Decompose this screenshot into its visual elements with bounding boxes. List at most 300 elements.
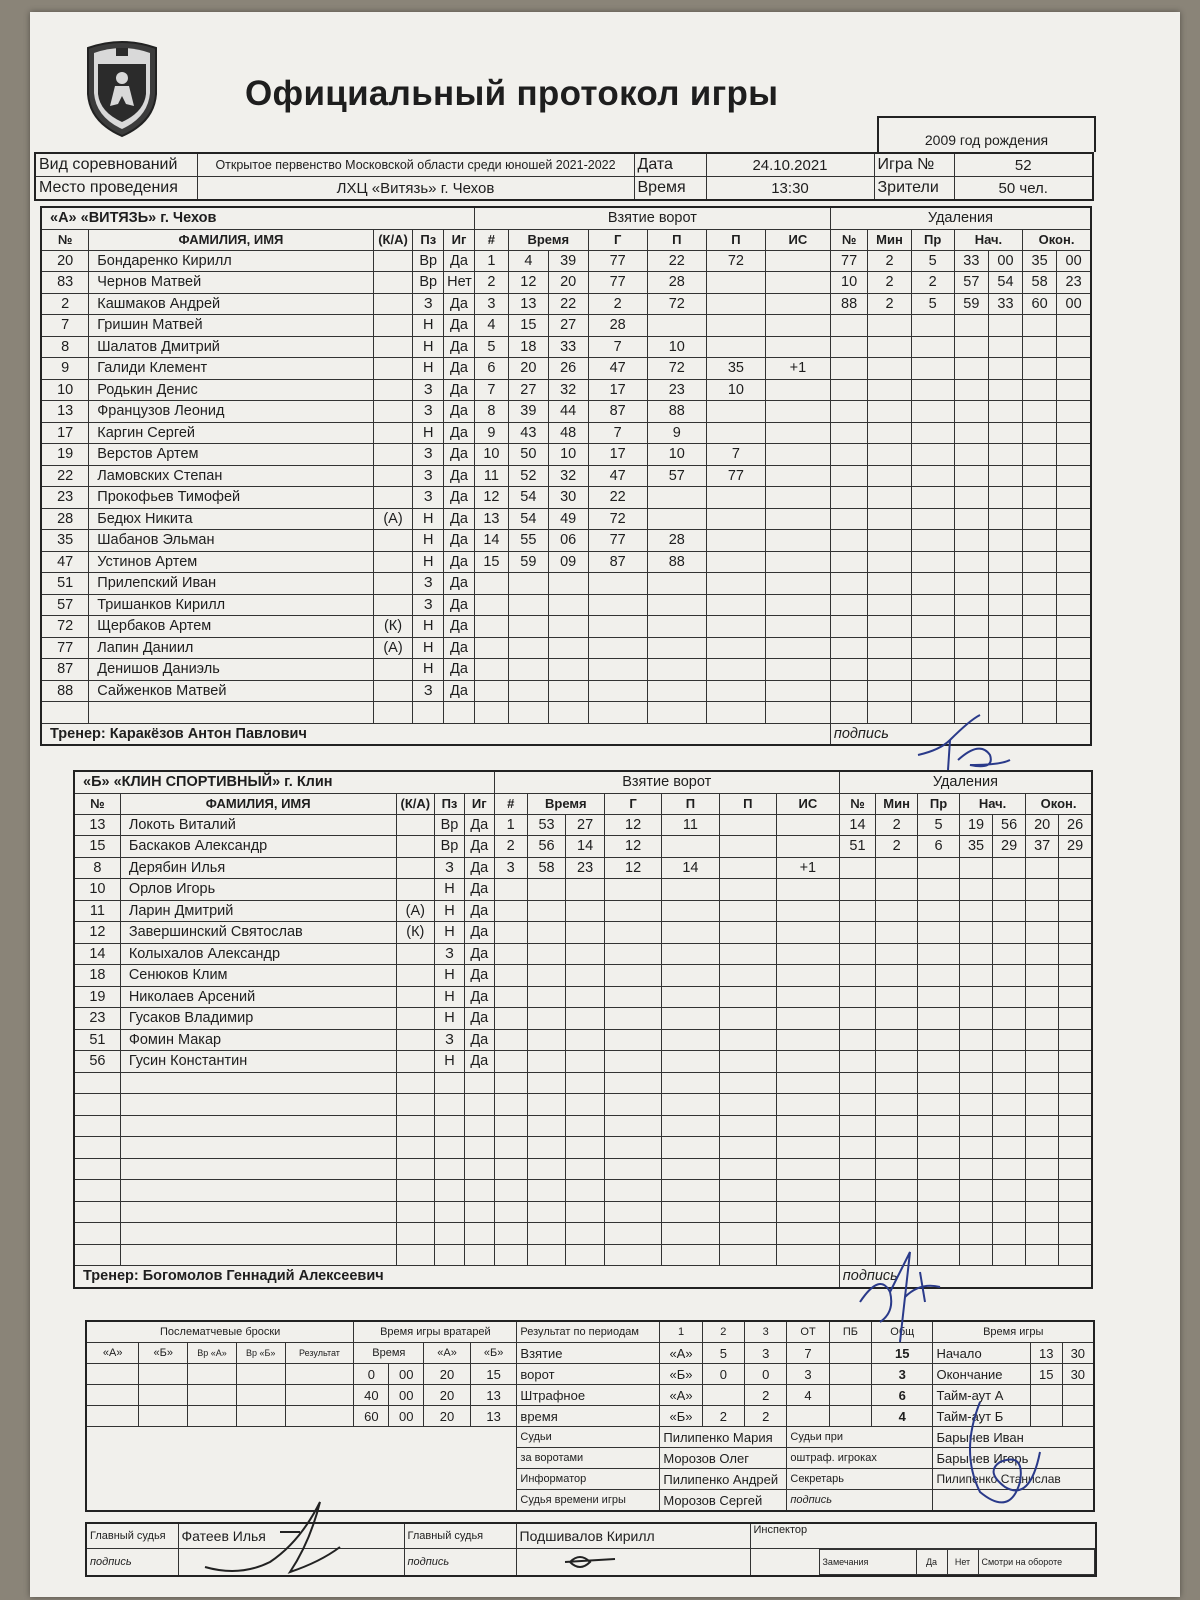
player-role	[396, 986, 435, 1008]
table-row	[74, 1244, 1092, 1266]
shootout-col-b: «Б»	[139, 1343, 188, 1364]
goalie-r1-min: 0	[354, 1364, 389, 1385]
table-row	[74, 1051, 1092, 1073]
goal-strength	[765, 487, 830, 509]
timeout-a-label: Тайм-аут А	[933, 1385, 1030, 1406]
protocol-sheet	[30, 12, 1180, 1597]
player-name: Сенюков Клим	[120, 965, 396, 987]
goalie-r1-a: 20	[424, 1364, 471, 1385]
player-role	[373, 422, 413, 444]
player-number: 83	[41, 272, 89, 294]
table-row	[74, 965, 1092, 987]
start-minute: 30	[1062, 1343, 1094, 1364]
team_a-pen-col-pr: Пр	[911, 229, 954, 250]
timeout-b-label: Тайм-аут Б	[933, 1406, 1030, 1427]
team_b-col-no: №	[74, 793, 120, 814]
player-played: Да	[444, 401, 475, 423]
table-row	[74, 879, 1092, 901]
secretary-label: Секретарь	[787, 1469, 933, 1490]
table-row	[41, 422, 1091, 444]
team_a-col-ig: Иг	[444, 229, 475, 250]
officials-table	[85, 1522, 1097, 1577]
penalty-end-min: 37	[1026, 836, 1059, 858]
player-position: Н	[435, 965, 465, 987]
goal-assist-2	[706, 293, 765, 315]
player-role	[373, 573, 413, 595]
goal-scorer: 77	[588, 250, 647, 272]
goal-sec: 26	[548, 358, 588, 380]
timekeeper-label: Судья времени игры	[517, 1490, 660, 1512]
secretary: Пилипенко Станислав	[933, 1469, 1094, 1490]
player-position: З	[435, 857, 465, 879]
goal-number: 13	[474, 508, 508, 530]
goal-number: 3	[494, 857, 527, 879]
player-played: Да	[444, 573, 475, 595]
player-name: Завершинский Святослав	[120, 922, 396, 944]
team-b-table	[73, 770, 1093, 1289]
penalty-minutes: 2	[868, 272, 911, 294]
table-row	[74, 1180, 1092, 1202]
player-played: Да	[464, 922, 494, 944]
goal-judges-label-1: Судьи	[517, 1427, 660, 1448]
player-name: Локоть Виталий	[120, 814, 396, 836]
goal-sec: 44	[548, 401, 588, 423]
team_b-col-pz: Пз	[435, 793, 465, 814]
player-role	[373, 401, 413, 423]
goal-assist-2: 35	[706, 358, 765, 380]
goal-sec: 09	[548, 551, 588, 573]
penalty-player: 14	[839, 814, 875, 836]
summary-sign-label: подпись	[787, 1490, 933, 1512]
player-position: Н	[435, 900, 465, 922]
penalty-code: 6	[918, 836, 960, 858]
goals-b-p2: 0	[745, 1364, 787, 1385]
table-row	[41, 465, 1091, 487]
time-label: Время	[634, 177, 706, 201]
penalty-player: 88	[830, 293, 868, 315]
player-number: 51	[74, 1029, 120, 1051]
goals-a-p1: 5	[702, 1343, 744, 1364]
goal-judge-1: Пилипенко Мария	[660, 1427, 787, 1448]
player-position: Н	[413, 336, 444, 358]
player-played: Да	[444, 293, 475, 315]
player-played: Нет	[444, 272, 475, 294]
pim-b-ot	[829, 1406, 871, 1427]
penalty-start-min: 59	[954, 293, 988, 315]
goal-sec: 20	[548, 272, 588, 294]
player-role	[396, 1051, 435, 1073]
pim-b-p1: 2	[702, 1406, 744, 1427]
team_b-col-name: ФАМИЛИЯ, ИМЯ	[120, 793, 396, 814]
player-number: 20	[41, 250, 89, 272]
goal-assist-1: 88	[647, 401, 706, 423]
start-time: 13:30	[706, 177, 874, 201]
player-name: Сайженков Матвей	[89, 680, 373, 702]
goal-scorer: 12	[604, 814, 661, 836]
penalty-start-min: 57	[954, 272, 988, 294]
team_a-col-name: ФАМИЛИЯ, ИМЯ	[89, 229, 373, 250]
player-number: 7	[41, 315, 89, 337]
table-row	[41, 573, 1091, 595]
table-row	[41, 444, 1091, 466]
player-name: Каргин Сергей	[89, 422, 373, 444]
goal-assist-1: 23	[647, 379, 706, 401]
team_b-goal-col-p2: П	[719, 793, 776, 814]
venue-label: Место проведения	[35, 177, 197, 201]
player-role	[373, 594, 413, 616]
shootout-col-a: «А»	[86, 1343, 139, 1364]
pim-label-2: время	[517, 1406, 660, 1427]
goal-number: 15	[474, 551, 508, 573]
goal-assist-2: 7	[706, 444, 765, 466]
penalty-end-sec: 26	[1059, 814, 1092, 836]
player-role	[373, 680, 413, 702]
team_a-goal-col-p1: П	[647, 229, 706, 250]
penalty-start-sec: 56	[993, 814, 1026, 836]
period-col-1: 1	[660, 1321, 702, 1343]
goalie-col-time: Время	[354, 1343, 424, 1364]
player-role	[373, 444, 413, 466]
player-role	[373, 379, 413, 401]
goal-scorer: 87	[588, 401, 647, 423]
table-row	[41, 336, 1091, 358]
team_a-col-pz: Пз	[413, 229, 444, 250]
goal-strength	[765, 444, 830, 466]
goal-scorer: 47	[588, 465, 647, 487]
pim-b-team: «Б»	[660, 1406, 702, 1427]
player-position: Н	[435, 1008, 465, 1030]
table-row	[74, 1072, 1092, 1094]
goal-strength: +1	[765, 358, 830, 380]
player-number: 8	[41, 336, 89, 358]
player-name: Гусин Константин	[120, 1051, 396, 1073]
chief-judge-1-sign-label: подпись	[86, 1549, 178, 1577]
player-name: Орлов Игорь	[120, 879, 396, 901]
penalty-minutes: 2	[876, 836, 918, 858]
player-position: Н	[413, 422, 444, 444]
goal-strength	[765, 336, 830, 358]
goal-min: 50	[508, 444, 548, 466]
chief-judge-2: Подшивалов Кирилл	[516, 1523, 750, 1549]
player-number: 13	[41, 401, 89, 423]
team_a-col-ka: (К/А)	[373, 229, 413, 250]
goal-strength	[765, 293, 830, 315]
player-position: З	[413, 573, 444, 595]
player-played: Да	[444, 422, 475, 444]
player-played: Да	[444, 680, 475, 702]
goal-assist-2: 72	[706, 250, 765, 272]
table-row	[74, 857, 1092, 879]
penalty-minutes: 2	[868, 293, 911, 315]
player-played: Да	[444, 659, 475, 681]
remarks-yes: Да	[916, 1550, 947, 1575]
pim-a-team: «А»	[660, 1385, 702, 1406]
chief-judge-1: Фатеев Илья	[178, 1523, 404, 1549]
player-name: Верстов Артем	[89, 444, 373, 466]
player-role	[373, 530, 413, 552]
table-row	[41, 272, 1091, 294]
goal-sec: 39	[548, 250, 588, 272]
goalie-time-label: Время игры вратарей	[354, 1321, 517, 1343]
player-role: (А)	[396, 900, 435, 922]
player-number: 8	[74, 857, 120, 879]
goalie-r3-a: 20	[424, 1406, 471, 1427]
player-number: 72	[41, 616, 89, 638]
table-row	[41, 379, 1091, 401]
player-role	[396, 965, 435, 987]
penalty-code: 5	[911, 250, 954, 272]
pim-a-p1	[702, 1385, 744, 1406]
player-name: Гусаков Владимир	[120, 1008, 396, 1030]
table-row	[41, 293, 1091, 315]
player-number: 23	[41, 487, 89, 509]
player-played: Да	[444, 530, 475, 552]
table-row	[74, 1094, 1092, 1116]
goal-assist-2	[706, 530, 765, 552]
goal-assist-2	[719, 857, 776, 879]
goal-scorer: 28	[588, 315, 647, 337]
goal-number: 6	[474, 358, 508, 380]
penalty-judges-label-1: Судьи при	[787, 1427, 933, 1448]
table-row	[74, 1223, 1092, 1245]
penalty-judge-1: Барычев Иван	[933, 1427, 1094, 1448]
player-played: Да	[464, 965, 494, 987]
player-name: Гришин Матвей	[89, 315, 373, 337]
player-role	[373, 487, 413, 509]
period-col-2: 2	[702, 1321, 744, 1343]
player-position: Н	[435, 986, 465, 1008]
goal-assist-1	[647, 487, 706, 509]
player-number: 35	[41, 530, 89, 552]
pim-a-p2: 2	[745, 1385, 787, 1406]
goal-strength: +1	[776, 857, 839, 879]
penalty-end-min: 20	[1026, 814, 1059, 836]
goalie-r2-b: 13	[470, 1385, 517, 1406]
player-role: (А)	[373, 637, 413, 659]
team_a-goal-col-p2: П	[706, 229, 765, 250]
goal-number: 4	[474, 315, 508, 337]
goal-scorer: 12	[604, 836, 661, 858]
player-name: Баскаков Александр	[120, 836, 396, 858]
goal-number: 10	[474, 444, 508, 466]
goal-assist-1: 28	[647, 272, 706, 294]
player-name: Колыхалов Александр	[120, 943, 396, 965]
penalty-code: 5	[911, 293, 954, 315]
penalty-end-sec: 00	[1057, 250, 1091, 272]
goal-strength	[765, 272, 830, 294]
competition-label: Вид соревнований	[35, 153, 197, 177]
goalie-col-a: «А»	[424, 1343, 471, 1364]
player-position: Н	[413, 358, 444, 380]
player-played: Да	[444, 487, 475, 509]
timekeeper: Морозов Сергей	[660, 1490, 787, 1512]
player-played: Да	[464, 1029, 494, 1051]
goal-assist-1: 72	[647, 358, 706, 380]
player-played: Да	[444, 508, 475, 530]
goal-sec: 33	[548, 336, 588, 358]
player-name: Тришанков Кирилл	[89, 594, 373, 616]
player-role	[373, 315, 413, 337]
goal-strength	[765, 530, 830, 552]
player-number: 11	[74, 900, 120, 922]
goal-number: 12	[474, 487, 508, 509]
goal-sec: 32	[548, 465, 588, 487]
player-role: (К)	[396, 922, 435, 944]
goal-sec: 14	[566, 836, 605, 858]
team_a-pen-col-start: Нач.	[954, 229, 1022, 250]
penalty-minutes: 2	[876, 814, 918, 836]
team_b-pen-col-pr: Пр	[918, 793, 960, 814]
player-number: 88	[41, 680, 89, 702]
goal-scorer: 22	[588, 487, 647, 509]
goal-strength	[765, 379, 830, 401]
table-row	[74, 900, 1092, 922]
penalty-start-min: 35	[959, 836, 992, 858]
goal-assist-1: 11	[662, 814, 719, 836]
table-row	[74, 1029, 1092, 1051]
goals-b-p3: 3	[787, 1364, 829, 1385]
game-header-table	[34, 152, 1094, 201]
player-name: Прокофьев Тимофей	[89, 487, 373, 509]
competition: Открытое первенство Московской области среди юношей 2021-2022	[197, 153, 634, 177]
goal-min: 59	[508, 551, 548, 573]
player-number: 10	[41, 379, 89, 401]
player-number: 19	[74, 986, 120, 1008]
goal-assist-1	[647, 508, 706, 530]
player-played: Да	[464, 1051, 494, 1073]
shootout-col-goalie-a: Вр «А»	[188, 1343, 237, 1364]
player-position: З	[413, 594, 444, 616]
date-label: Дата	[634, 153, 706, 177]
penalty-start-sec: 00	[988, 250, 1022, 272]
goal-sec: 48	[548, 422, 588, 444]
player-number: 10	[74, 879, 120, 901]
player-name: Шалатов Дмитрий	[89, 336, 373, 358]
goal-sec: 22	[548, 293, 588, 315]
goal-assist-1: 10	[647, 444, 706, 466]
table-row	[41, 680, 1091, 702]
player-name: Галиди Клемент	[89, 358, 373, 380]
player-name: Ламовских Степан	[89, 465, 373, 487]
player-name: Ларин Дмитрий	[120, 900, 396, 922]
goal-min: 52	[508, 465, 548, 487]
goalie-r3-min: 60	[354, 1406, 389, 1427]
document-title: Официальный протокол игры	[245, 74, 779, 113]
goal-strength	[776, 836, 839, 858]
player-position: З	[435, 1029, 465, 1051]
goal-assist-2	[706, 272, 765, 294]
table-row	[41, 637, 1091, 659]
game-number-label: Игра №	[874, 153, 954, 177]
penalty-minutes: 2	[868, 250, 911, 272]
goal-min: 53	[527, 814, 566, 836]
pim-a-ot	[829, 1385, 871, 1406]
goal-sec: 23	[566, 857, 605, 879]
club-shield-logo-icon	[82, 34, 162, 139]
team_b-col-ig: Иг	[464, 793, 494, 814]
goal-number: 8	[474, 401, 508, 423]
player-role	[396, 814, 435, 836]
goal-min: 56	[527, 836, 566, 858]
table-row	[74, 1008, 1092, 1030]
goal-assist-2	[706, 508, 765, 530]
shootout-col-result: Результат	[285, 1343, 354, 1364]
start-hour: 13	[1030, 1343, 1062, 1364]
game-time-label: Время игры	[933, 1321, 1094, 1343]
chief-judge-2-label: Главный судья	[404, 1523, 516, 1549]
player-number: 57	[41, 594, 89, 616]
player-name: Николаев Арсений	[120, 986, 396, 1008]
pim-b-p3	[787, 1406, 829, 1427]
goal-min: 54	[508, 487, 548, 509]
player-number: 56	[74, 1051, 120, 1073]
goal-number: 1	[474, 250, 508, 272]
player-position: Вр	[435, 814, 465, 836]
team_a-pen-col-min: Мин	[868, 229, 911, 250]
goal-scorer: 72	[588, 508, 647, 530]
goal-min: 12	[508, 272, 548, 294]
remarks-label: Замечания	[819, 1550, 916, 1575]
goal-sec: 32	[548, 379, 588, 401]
player-role: (А)	[373, 508, 413, 530]
goal-assist-2	[706, 487, 765, 509]
goal-assist-1	[662, 836, 719, 858]
player-number: 17	[41, 422, 89, 444]
goalie-r2-sec: 00	[389, 1385, 424, 1406]
goal-strength	[765, 315, 830, 337]
player-position: Н	[413, 616, 444, 638]
penalty-end-sec: 00	[1057, 293, 1091, 315]
team_a-coach: Тренер: Каракёзов Антон Павлович	[41, 723, 830, 745]
goal-strength	[765, 401, 830, 423]
penalty-start-sec: 29	[993, 836, 1026, 858]
player-role	[373, 250, 413, 272]
goal-assist-1: 72	[647, 293, 706, 315]
goals-a-p2: 3	[745, 1343, 787, 1364]
goal-sec: 27	[548, 315, 588, 337]
player-played: Да	[444, 465, 475, 487]
period-col-ot: ОТ	[787, 1321, 829, 1343]
team_b-col-ka: (К/А)	[396, 793, 435, 814]
table-row	[74, 814, 1092, 836]
goals-b-total: 3	[872, 1364, 933, 1385]
player-name: Прилепский Иван	[89, 573, 373, 595]
player-position: З	[413, 465, 444, 487]
goal-number: 5	[474, 336, 508, 358]
goal-strength	[765, 422, 830, 444]
goal-min: 54	[508, 508, 548, 530]
goalie-r1-b: 15	[470, 1364, 517, 1385]
player-number: 22	[41, 465, 89, 487]
team_b-signature-label: подпись	[839, 1266, 1092, 1288]
goal-number: 11	[474, 465, 508, 487]
table-row	[41, 616, 1091, 638]
player-role: (К)	[373, 616, 413, 638]
chief-judge-2-sign-label: подпись	[404, 1549, 516, 1577]
end-label: Окончание	[933, 1364, 1030, 1385]
goals-a-total: 15	[872, 1343, 933, 1364]
informer-label: Информатор	[517, 1469, 660, 1490]
player-role	[373, 272, 413, 294]
player-number: 12	[74, 922, 120, 944]
player-name: Кашмаков Андрей	[89, 293, 373, 315]
player-position: З	[413, 401, 444, 423]
goal-scorer: 47	[588, 358, 647, 380]
shootout-label: Послематчевые броски	[86, 1321, 354, 1343]
goal-assist-2: 10	[706, 379, 765, 401]
goal-min: 15	[508, 315, 548, 337]
goalie-r1-sec: 00	[389, 1364, 424, 1385]
